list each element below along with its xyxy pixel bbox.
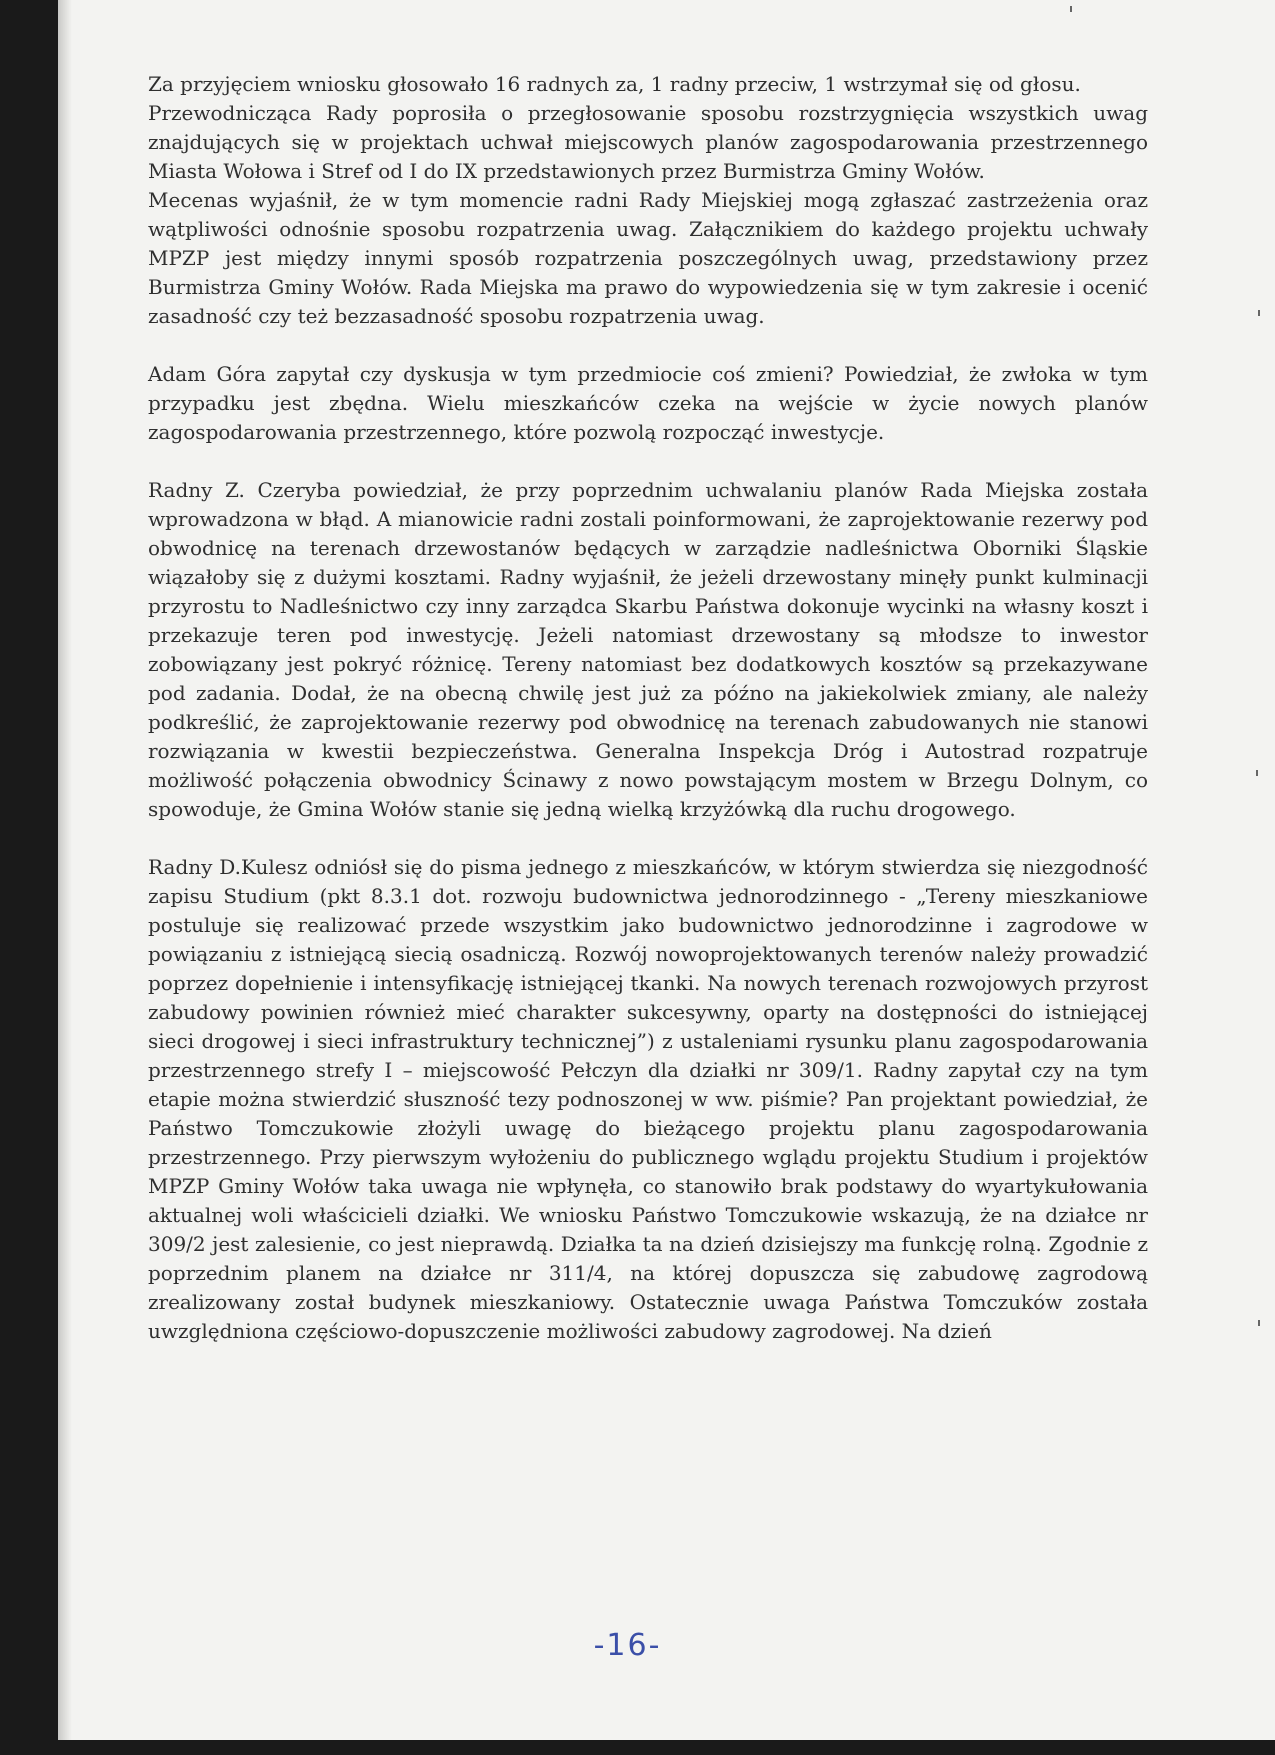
paragraph-adam-gora: Adam Góra zapytał czy dyskusja w tym przedmiocie coś zmieni? Powiedział, że zwłoka w tym przypadku jest zbędna. Wielu mieszkańców czeka na wejście w życie nowych planów zagospodarowania przestrzennego, które pozwolą rozpocząć inwestycje.	[148, 362, 1148, 444]
scan-edge-shadow	[58, 0, 72, 1740]
scan-speck	[1258, 310, 1260, 316]
paragraph-lawyer-explanation: Mecenas wyjaśnił, że w tym momencie radni Rady Miejskiej mogą zgłaszać zastrzeżenia oraz wątpliwości odnośnie sposobu rozpatrzenia uwag. Załącznikiem do każdego projektu uchwały MPZP jest między innymi sposób rozpatrzenia poszczególnych uwag, przedstawiony przez Burmistrza Gminy Wołów. Rada Miejska ma prawo do wypowiedzenia się w tym zakresie i ocenić zasadność czy też bezzasadność sposobu rozpatrzenia uwag.	[148, 188, 1148, 328]
scan-speck	[1256, 770, 1258, 776]
scan-speck	[1258, 1320, 1260, 1326]
document-body	[148, 70, 1148, 1346]
paragraph-radny-kulesz: Radny D.Kulesz odniósł się do pisma jednego z mieszkańców, w którym stwierdza się niezgodność zapisu Studium (pkt 8.3.1 dot. rozwoju budownictwa jednorodzinnego - „Tereny mieszkaniowe postuluje się realizować przede wszystkim jako budownictwo jednorodzinne i zagrodowe w powiązaniu z istniejącą siecią osadniczą. Rozwój nowoprojektowanych terenów należy prowadzić poprzez dopełnienie i intensyfikację istniejącej tkanki. Na nowych terenach rozwojowych przyrost zabudowy powinien również mieć charakter sukcesywny, oparty na dostępności do istniejącej sieci drogowej i sieci infrastruktury technicznej”) z ustaleniami rysunku planu zagospodarowania przestrzennego strefy I – miejscowość Pełczyn dla działki nr 309/1. Radny zapytał czy na tym etapie można stwierdzić słuszność tezy podnoszonej w ww. piśmie? Pan projektant powiedział, że Państwo Tomczukowie złożyli uwagę do bieżącego projektu planu zagospodarowania przestrzennego. Przy pierwszym wyłożeniu do publicznego wglądu projektu Studium i projektów MPZP Gminy Wołów taka uwaga nie wpłynęła, co stanowiło brak podstawy do wyartykułowania aktualnej woli właścicieli działki. We wniosku Państwo Tomczukowie wskazują, że na działce nr 309/2 jest zalesienie, co jest nieprawdą. Działka ta na dzień dzisiejszy ma funkcję rolną. Zgodnie z poprzednim planem na działce nr 311/4, na której dopuszcza się zabudowę zagrodową zrealizowany został budynek mieszkaniowy. Ostatecznie uwaga Państwa Tomczuków została uwzględniona częściowo-dopuszczenie możliwości zabudowy zagrodowej. Na dzień	[148, 855, 1148, 1343]
paragraph-radny-czeryba: Radny Z. Czeryba powiedział, że przy poprzednim uchwalaniu planów Rada Miejska została wprowadzona w błąd. A mianowicie radni zostali poinformowani, że zaprojektowanie rezerwy pod obwodnicę na terenach drzewostanów będących w zarządzie nadleśnictwa Oborniki Śląskie wiązałoby się z dużymi kosztami. Radny wyjaśnił, że jeżeli drzewostany minęły punkt kulminacji przyrostu to Nadleśnictwo czy inny zarządca Skarbu Państwa dokonuje wycinki na własny koszt i przekazuje teren pod inwestycję. Jeżeli natomiast drzewostany są młodsze to inwestor zobowiązany jest pokryć różnicę. Tereny natomiast bez dodatkowych kosztów są przekazywane pod zadania. Dodał, że na obecną chwilę jest już za późno na jakiekolwiek zmiany, ale należy podkreślić, że zaprojektowanie rezerwy pod obwodnicę na terenach zabudowanych nie stanowi rozwiązania w kwestii bezpieczeństwa. Generalna Inspekcja Dróg i Autostrad rozpatruje możliwość połączenia obwodnicy Ścinawy z nowo powstającym mostem w Brzegu Dolnym, co spowoduje, że Gmina Wołów stanie się jedną wielką krzyżówką dla ruchu drogowego.	[148, 478, 1148, 821]
handwritten-page-number: -16-	[593, 1628, 662, 1663]
paragraph-chairwoman-request: Przewodnicząca Rady poprosiła o przegłosowanie sposobu rozstrzygnięcia wszystkich uwag znajdujących się w projektach uchwał miejscowych planów zagospodarowania przestrzennego Miasta Wołowa i Stref od I do IX przedstawionych przez Burmistrza Gminy Wołów.	[148, 101, 1148, 183]
paragraph-vote-result: Za przyjęciem wniosku głosowało 16 radnych za, 1 radny przeciw, 1 wstrzymał się od głosu.	[148, 72, 1081, 96]
scan-speck	[1070, 6, 1072, 12]
